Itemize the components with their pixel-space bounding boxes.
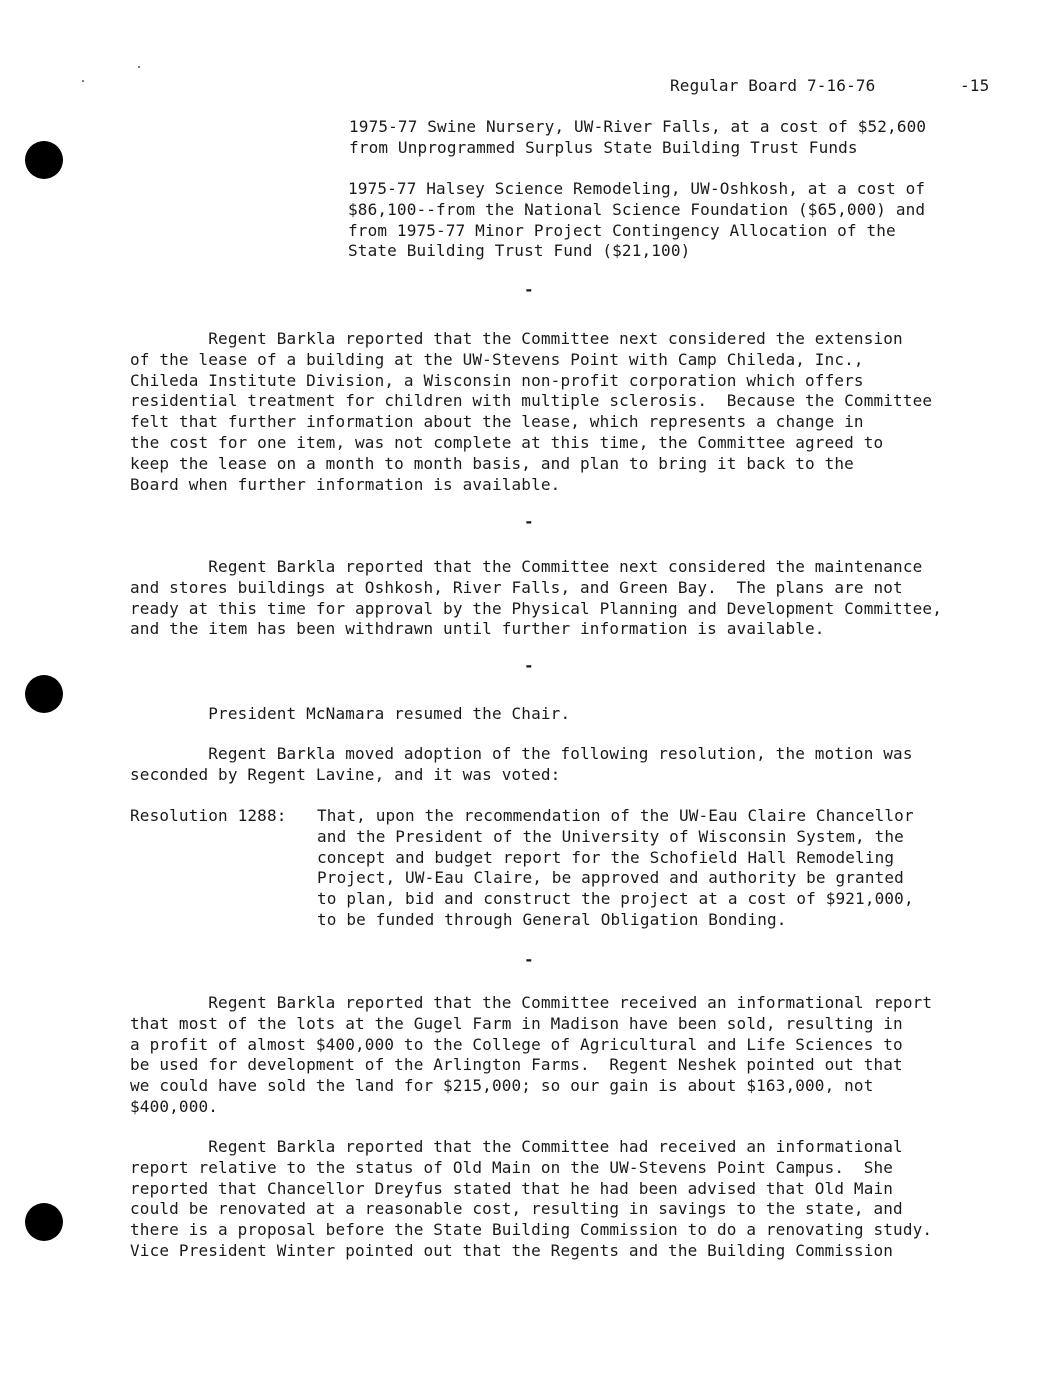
- scan-speck: [138, 66, 140, 68]
- punch-hole-top: [25, 141, 63, 179]
- section-separator: -: [524, 950, 534, 969]
- item-halsey-science: 1975-77 Halsey Science Remodeling, UW-Oshkosh, at a cost of $86,100--from the National Science Foundation ($65,000) and from 1975-77 Minor Project Contingency Allocation of the State Building Trust Fund ($21,100): [348, 179, 926, 261]
- scan-speck: [82, 80, 84, 82]
- paragraph-chair-resumed: President McNamara resumed the Chair.: [130, 704, 571, 723]
- page-header-title: Regular Board 7-16-76: [670, 76, 876, 95]
- section-separator: -: [524, 656, 534, 675]
- section-separator: -: [524, 512, 534, 531]
- resolution-text: That, upon the recommendation of the UW-Eau Claire Chancellor and the President of the University of Wisconsin System, the concept and budget report for the Schofield Hall Remodeling Project, UW-Eau Claire, be approved and authority be granted to plan, bid and construct the project at a cost of $921,000, to be funded through General Obligation Bonding.: [317, 806, 914, 929]
- paragraph-old-main: Regent Barkla reported that the Committee had received an informational report relative to the status of Old Main on the UW-Stevens Point Campus. She reported that Chancellor Dreyfus stated that he had been advised that Old Main could be renovated at a reasonable cost, resulting in savings to the state, and there is a proposal before the State Building Commission to do a renovating study. Vice President Winter pointed out that the Regents and the Building Commission: [130, 1137, 933, 1260]
- section-separator: -: [524, 280, 534, 299]
- paragraph-motion: Regent Barkla moved adoption of the following resolution, the motion was seconded by Regent Lavine, and it was voted:: [130, 744, 913, 784]
- punch-hole-bottom: [25, 1203, 63, 1241]
- punch-hole-middle: [25, 675, 63, 713]
- page-number: -15: [960, 76, 990, 95]
- paragraph-gugel-farm: Regent Barkla reported that the Committee received an informational report that most of the lots at the Gugel Farm in Madison have been sold, resulting in a profit of almost $400,000 to the College of Agricultural and Life Sciences to be used for development of the Arlington Farms. Regent Neshek pointed out that we could have sold the land for $215,000; so our gain is about $163,000, not $400,000.: [130, 993, 933, 1116]
- paragraph-lease-extension: Regent Barkla reported that the Committee next considered the extension of the lease of a building at the UW-Stevens Point with Camp Chileda, Inc., Chileda Institute Division, a Wisconsin non-profit corporation which offers residential treatment for children with multiple sclerosis. Because the Committee felt that further information about the lease, which represents a change in the cost for one item, was not complete at this time, the Committee agreed to keep the lease on a month to month basis, and plan to bring it back to the Board when further information is available.: [130, 329, 933, 494]
- item-swine-nursery: 1975-77 Swine Nursery, UW-River Falls, at a cost of $52,600 from Unprogrammed Surplus State Building Trust Funds: [349, 117, 927, 157]
- paragraph-maintenance-buildings: Regent Barkla reported that the Committee next considered the maintenance and stores buildings at Oshkosh, River Falls, and Green Bay. The plans are not ready at this time for approval by the Physical Planning and Development Committee, and the item has been withdrawn until further information is available.: [130, 557, 942, 639]
- resolution-label: Resolution 1288:: [130, 806, 287, 825]
